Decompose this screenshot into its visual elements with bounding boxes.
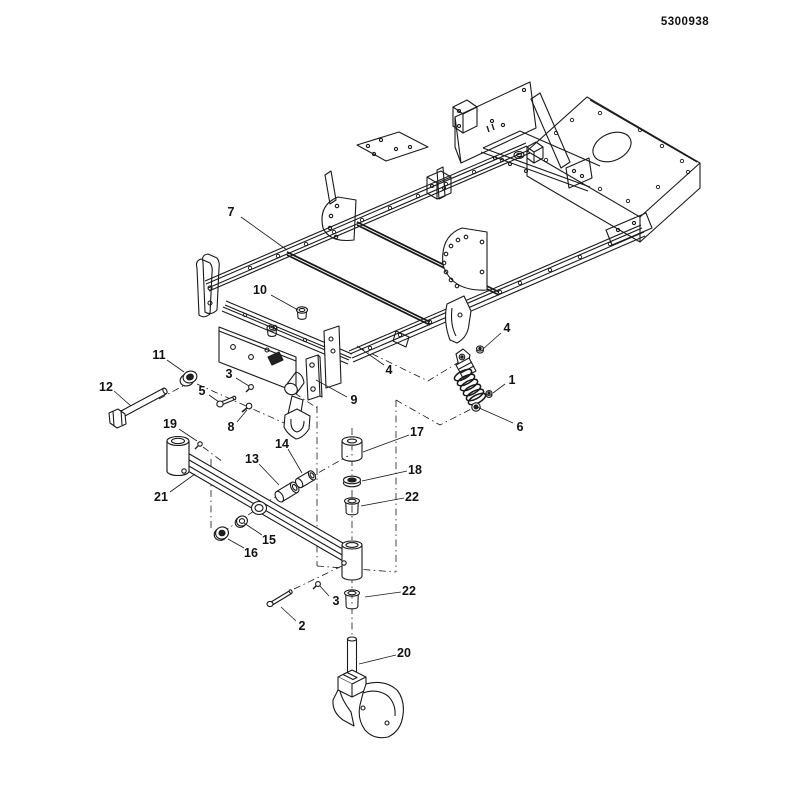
callout-leader-1 xyxy=(493,384,505,393)
callout-leader-17 xyxy=(363,435,409,452)
callout-label-6: 6 xyxy=(516,420,524,434)
callout-label-17: 17 xyxy=(410,425,424,439)
callout-label-4: 4 xyxy=(385,363,393,377)
washer-18 xyxy=(344,476,361,487)
callout-label-8: 8 xyxy=(227,420,235,434)
callout-label-14: 14 xyxy=(275,437,289,451)
callout-label-19: 19 xyxy=(163,417,177,431)
callout-label-12: 12 xyxy=(99,380,113,394)
hex-bolt-2 xyxy=(267,589,293,606)
exploded-parts xyxy=(109,307,492,738)
callout-label-21: 21 xyxy=(154,490,168,504)
frame-assembly xyxy=(197,82,701,439)
callout-leader-10 xyxy=(271,295,298,310)
callout-leader-22 xyxy=(365,592,401,597)
rear-upright-plate xyxy=(455,82,536,163)
callout-label-5: 5 xyxy=(198,384,206,398)
flat-washer xyxy=(178,369,198,388)
spindle-gusset-right xyxy=(442,228,487,290)
callout-label-22: 22 xyxy=(402,584,416,598)
callout-label-15: 15 xyxy=(262,533,276,547)
callout-label-4: 4 xyxy=(503,321,511,335)
callout-label-1: 1 xyxy=(508,373,516,387)
callout-leader-6 xyxy=(477,407,513,423)
callout-label-3: 3 xyxy=(225,367,233,381)
engine-deck xyxy=(527,97,700,242)
tank-platform xyxy=(481,93,600,191)
callout-leader-3 xyxy=(320,586,329,596)
shock-absorber xyxy=(453,346,492,411)
front-corner-bracket xyxy=(197,254,220,317)
tube-right-sleeve xyxy=(342,541,362,580)
callout-leader-4 xyxy=(483,333,501,349)
screw-upper xyxy=(246,385,253,392)
engine-hole xyxy=(588,127,636,168)
callout-label-2: 2 xyxy=(298,619,306,633)
nut-4 xyxy=(477,346,484,353)
hanger-bracket-9 xyxy=(306,355,320,400)
callout-label-10: 10 xyxy=(253,283,267,297)
callout-label-13: 13 xyxy=(245,452,259,466)
top-wing-plate xyxy=(357,132,428,161)
callout-label-18: 18 xyxy=(408,463,422,477)
axle-tube xyxy=(167,437,362,581)
callout-label-16: 16 xyxy=(244,546,258,560)
hex-bolt-long xyxy=(109,388,168,428)
callout-leader-3 xyxy=(236,378,249,386)
nut-1 xyxy=(486,391,492,398)
tall-bracket xyxy=(324,326,341,388)
nut-16 xyxy=(212,525,230,542)
shock-mount-hook xyxy=(446,296,471,343)
callout-leader-13 xyxy=(259,464,279,485)
callout-leader-4 xyxy=(357,346,384,365)
tube-left-sleeve xyxy=(167,437,189,476)
flanged-bushing-10 xyxy=(297,307,308,319)
callout-label-22: 22 xyxy=(405,490,419,504)
callout-label-20: 20 xyxy=(397,646,411,660)
caster-fork xyxy=(333,637,403,738)
clevis xyxy=(284,409,310,439)
callout-leader-5 xyxy=(209,395,219,402)
bushing-22-lower xyxy=(345,590,360,609)
document-number: 5300938 xyxy=(660,16,710,28)
callout-leader-11 xyxy=(167,360,184,372)
callout-leader-14 xyxy=(288,449,302,473)
callout-leader-22 xyxy=(361,498,404,506)
ring-15 xyxy=(234,514,249,528)
callout-leader-2 xyxy=(281,607,296,621)
callout-leader-16 xyxy=(228,539,244,548)
callout-leader-7 xyxy=(241,217,287,250)
callout-label-3: 3 xyxy=(332,594,340,608)
callout-leader-15 xyxy=(244,523,262,535)
callout-leader-20 xyxy=(359,655,396,664)
callout-label-7: 7 xyxy=(227,205,235,219)
tube-pivot-boss xyxy=(252,502,267,515)
callout-label-11: 11 xyxy=(152,348,166,362)
callout-leader-21 xyxy=(170,474,195,492)
callout-label-9: 9 xyxy=(350,393,358,407)
bushing-14 xyxy=(294,470,317,489)
screw-3-lower xyxy=(313,582,320,589)
callout-leader-18 xyxy=(362,471,407,481)
callout-leader-12 xyxy=(114,391,131,406)
grease-fitting xyxy=(195,442,202,449)
